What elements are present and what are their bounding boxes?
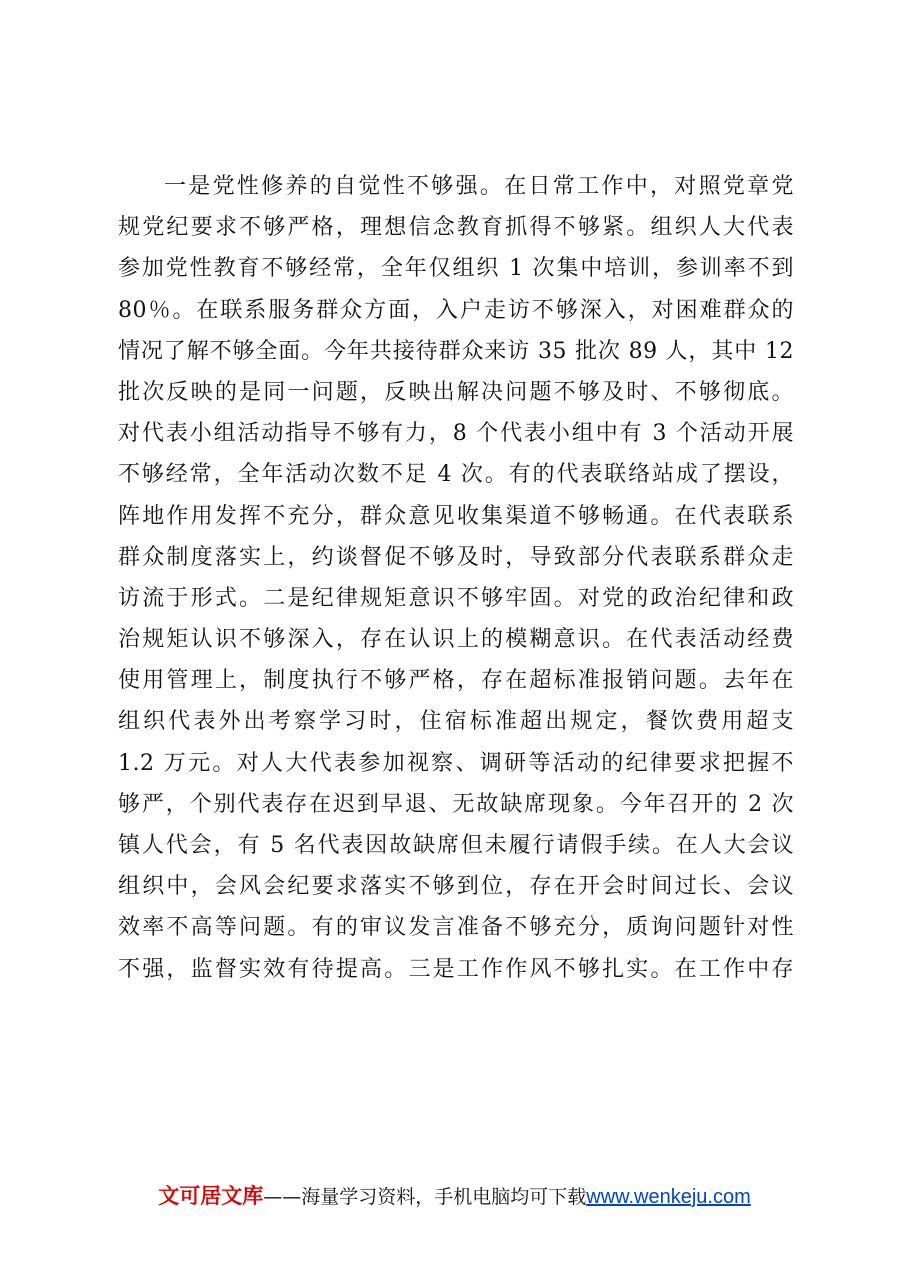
website-link[interactable]: www.wenkeju.com [586, 1186, 751, 1208]
text-line: 情况了解不够全面。今年共接待群众来访 35 批次 89 人，其中 12 [118, 338, 794, 364]
text-line: 批次反映的是同一问题，反映出解决问题不够及时、不够彻底。 [118, 379, 794, 405]
text-line: 治规矩认识不够深入，存在认识上的模糊意识。在代表活动经费 [118, 627, 794, 653]
text-line: 不够经常，全年活动次数不足 4 次。有的代表联络站成了摆设， [118, 462, 794, 488]
text-line: 阵地作用发挥不充分，群众意见收集渠道不够畅通。在代表联系 [118, 503, 794, 529]
text-line: 1.2 万元。对人大代表参加视察、调研等活动的纪律要求把握不 [118, 750, 794, 776]
text-line: 对代表小组活动指导不够有力，8 个代表小组中有 3 个活动开展 [118, 421, 794, 447]
text-line: 80％。在联系服务群众方面，入户走访不够深入，对困难群众的 [118, 297, 794, 323]
text-line: 群众制度落实上，约谈督促不够及时，导致部分代表联系群众走 [118, 544, 794, 570]
footer-banner [0, 1180, 909, 1210]
text-line: 组织中，会风会纪要求落实不够到位，存在开会时间过长、会议 [118, 874, 794, 900]
text-line: 够严，个别代表存在迟到早退、无故缺席现象。今年召开的 2 次 [118, 791, 794, 817]
text-line: 一是党性修养的自觉性不够强。在日常工作中，对照党章党 [164, 174, 794, 199]
brand-name: 文可居文库 [158, 1184, 264, 1208]
footer-slogan: ——海量学习资料，手机电脑均可下载 [263, 1186, 587, 1208]
text-line: 不强，监督实效有待提高。三是工作作风不够扎实。在工作中存 [118, 956, 794, 982]
text-line: 效率不高等问题。有的审议发言准备不够充分，质询问题针对性 [118, 915, 794, 941]
text-line: 组织代表外出考察学习时，住宿标准超出规定，餐饮费用超支 [118, 709, 794, 735]
text-line: 镇人代会，有 5 名代表因故缺席但未履行请假手续。在人大会议 [118, 833, 794, 858]
text-line: 使用管理上，制度执行不够严格，存在超标准报销问题。去年在 [118, 668, 794, 694]
text-line: 参加党性教育不够经常，全年仅组织 1 次集中培训，参训率不到 [118, 256, 794, 282]
body-paragraph [118, 166, 794, 990]
text-line: 访流于形式。二是纪律规矩意识不够牢固。对党的政治纪律和政 [118, 585, 794, 611]
text-line: 规党纪要求不够严格，理想信念教育抓得不够紧。组织人大代表 [118, 215, 794, 241]
